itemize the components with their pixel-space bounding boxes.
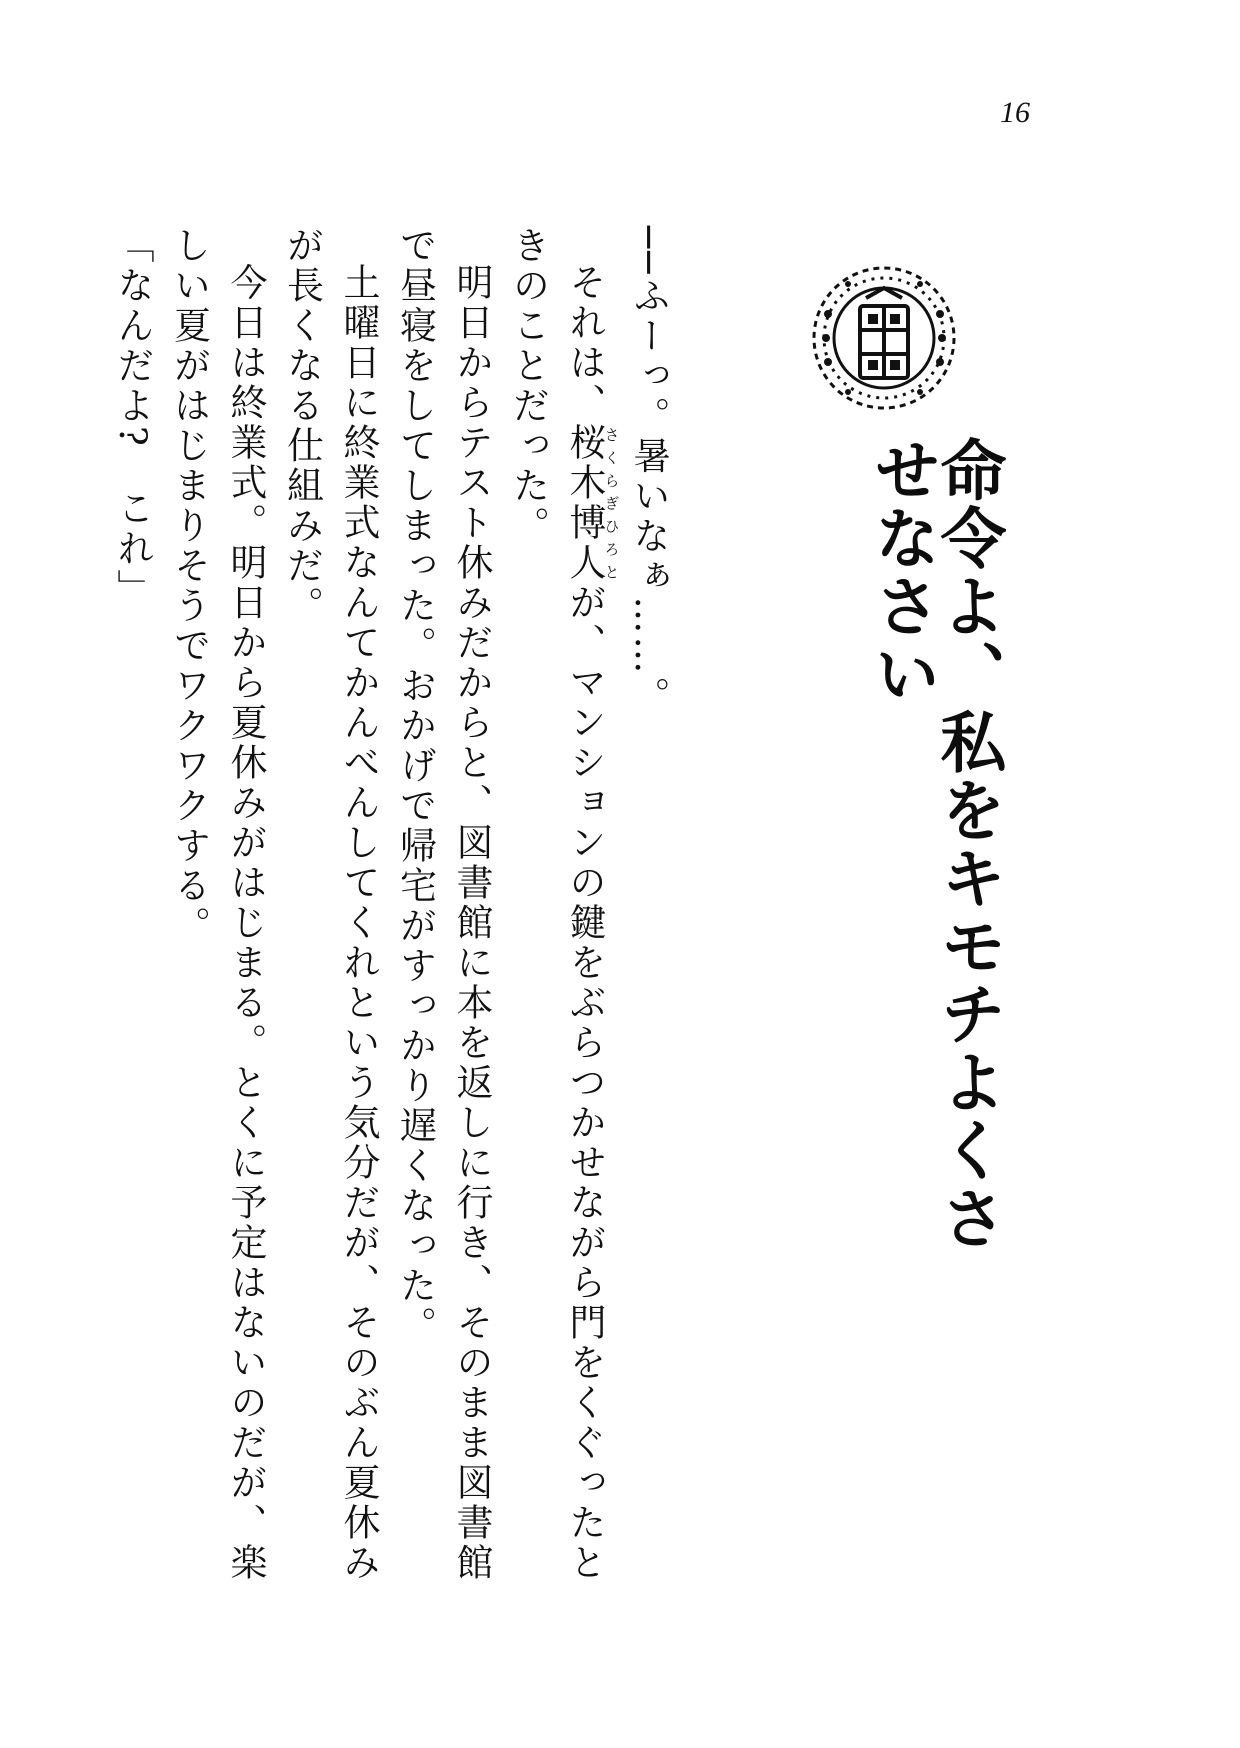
- ruby-base: 桜木博人: [563, 423, 606, 583]
- ruby-name: [563, 423, 621, 583]
- paragraph-with-ruby: [499, 226, 620, 1596]
- paragraph: 「なんだよ? これ」: [111, 226, 154, 609]
- chapter-title: 命令よ、私をキモチよくさせなさい: [863, 436, 1006, 1252]
- paragraph: ──ふーっ。暑いなぁ……。: [627, 226, 670, 717]
- body-text: [111, 226, 676, 1596]
- page-number: 16: [1000, 96, 1030, 129]
- text-segment: が、マンションの鍵をぶらつかせながら門をくぐったときのことだった。: [506, 226, 606, 1583]
- text-segment: それは、: [563, 263, 606, 423]
- paragraph: 明日からテスト休みだからと、図書館に本を返しに行き、そのまま図書館で昼寝をしてしまった。おかげで帰宅がすっかり遅くなった。: [393, 226, 493, 1583]
- paragraph: 土曜日に終業式なんてかんべんしてくれという気分だが、そのぶん夏休みが長くなる仕組みだ。: [280, 226, 380, 1583]
- ornamental-chapter-emblem-icon: [808, 254, 960, 422]
- ruby-reading: さくらぎひろと: [602, 423, 621, 583]
- paragraph: 今日は終業式。明日から夏休みがはじまる。とくに予定はないのだが、楽しい夏がはじまりそうでワクワクする。: [167, 226, 267, 1583]
